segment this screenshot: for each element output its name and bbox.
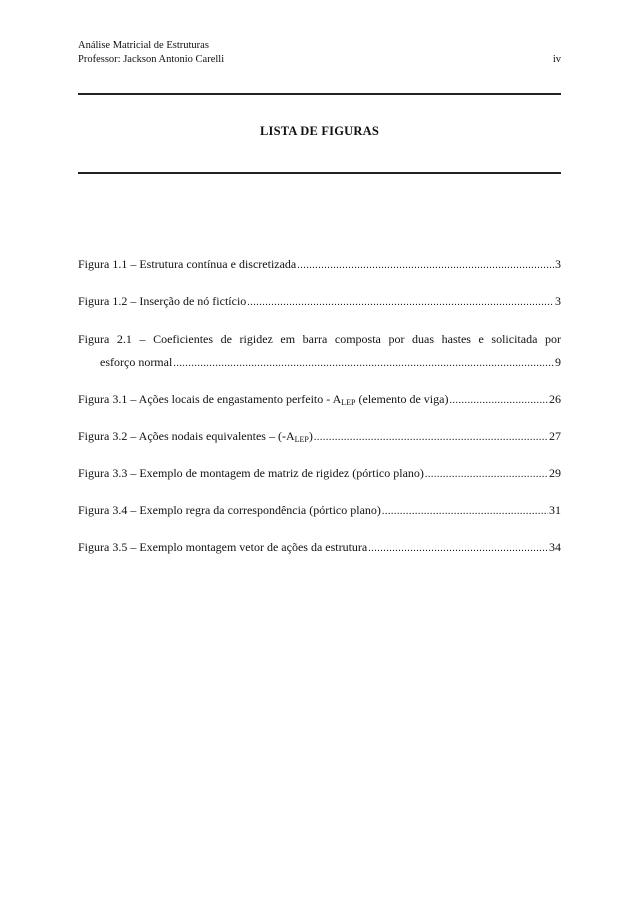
entry-page: 27 — [549, 429, 561, 443]
entry-text: Figura 1.1 – Estrutura contínua e discretizada — [78, 257, 297, 271]
entry-text: Figura 3.2 – Ações nodais equivalentes – $(-A_{LEP})$ — [78, 429, 313, 444]
entry-text-line1: Figura 2.1 – Coeficientes de rigidez em barra composta por duas hastes e solicitada por — [78, 332, 561, 346]
entry-text: Figura 1.2 – Inserção de nó fictício — [78, 294, 247, 308]
list-item[interactable] — [78, 257, 561, 273]
dot-leader — [173, 358, 554, 369]
dot-leader — [247, 297, 554, 308]
list-item[interactable] — [78, 429, 561, 445]
page-number: iv — [552, 54, 561, 65]
figure-list — [78, 257, 561, 556]
entry-page: 31 — [549, 503, 561, 517]
list-item[interactable] — [78, 540, 561, 556]
entry-page: 26 — [549, 392, 561, 406]
dot-leader — [449, 395, 548, 406]
entry-page: 3 — [555, 257, 561, 271]
dot-leader — [368, 543, 548, 554]
entry-page: 3 — [555, 294, 561, 308]
list-item[interactable] — [78, 503, 561, 519]
dot-leader — [425, 469, 548, 480]
dot-leader — [382, 506, 548, 517]
list-item[interactable] — [78, 466, 561, 482]
bottom-divider — [78, 172, 561, 174]
list-item[interactable] — [78, 331, 561, 371]
entry-text: Figura 3.1 – Ações locais de engastamento perfeito - $A_{LEP}$ (elemento de viga) — [78, 392, 449, 407]
entry-page: 34 — [549, 540, 561, 554]
course-title: Análise Matricial de Estruturas — [78, 40, 209, 51]
top-divider — [78, 93, 561, 95]
list-item[interactable] — [78, 294, 561, 310]
professor-name: Professor: Jackson Antonio Carelli — [78, 54, 225, 65]
entry-text: Figura 3.5 – Exemplo montagem vetor de ações da estrutura — [78, 540, 368, 554]
list-item[interactable] — [78, 392, 561, 408]
entry-text: Figura 3.4 – Exemplo regra da correspondência (pórtico plano) — [78, 503, 381, 517]
dot-leader — [314, 432, 548, 443]
entry-text-line2: esforço normal — [100, 355, 173, 369]
entry-page: 9 — [555, 355, 561, 369]
page-header — [78, 39, 561, 67]
dot-leader — [297, 260, 554, 271]
entry-text: Figura 3.3 – Exemplo de montagem de matriz de rigidez (pórtico plano) — [78, 466, 424, 480]
entry-page: 29 — [549, 466, 561, 480]
page-title: LISTA DE FIGURAS — [260, 124, 379, 138]
